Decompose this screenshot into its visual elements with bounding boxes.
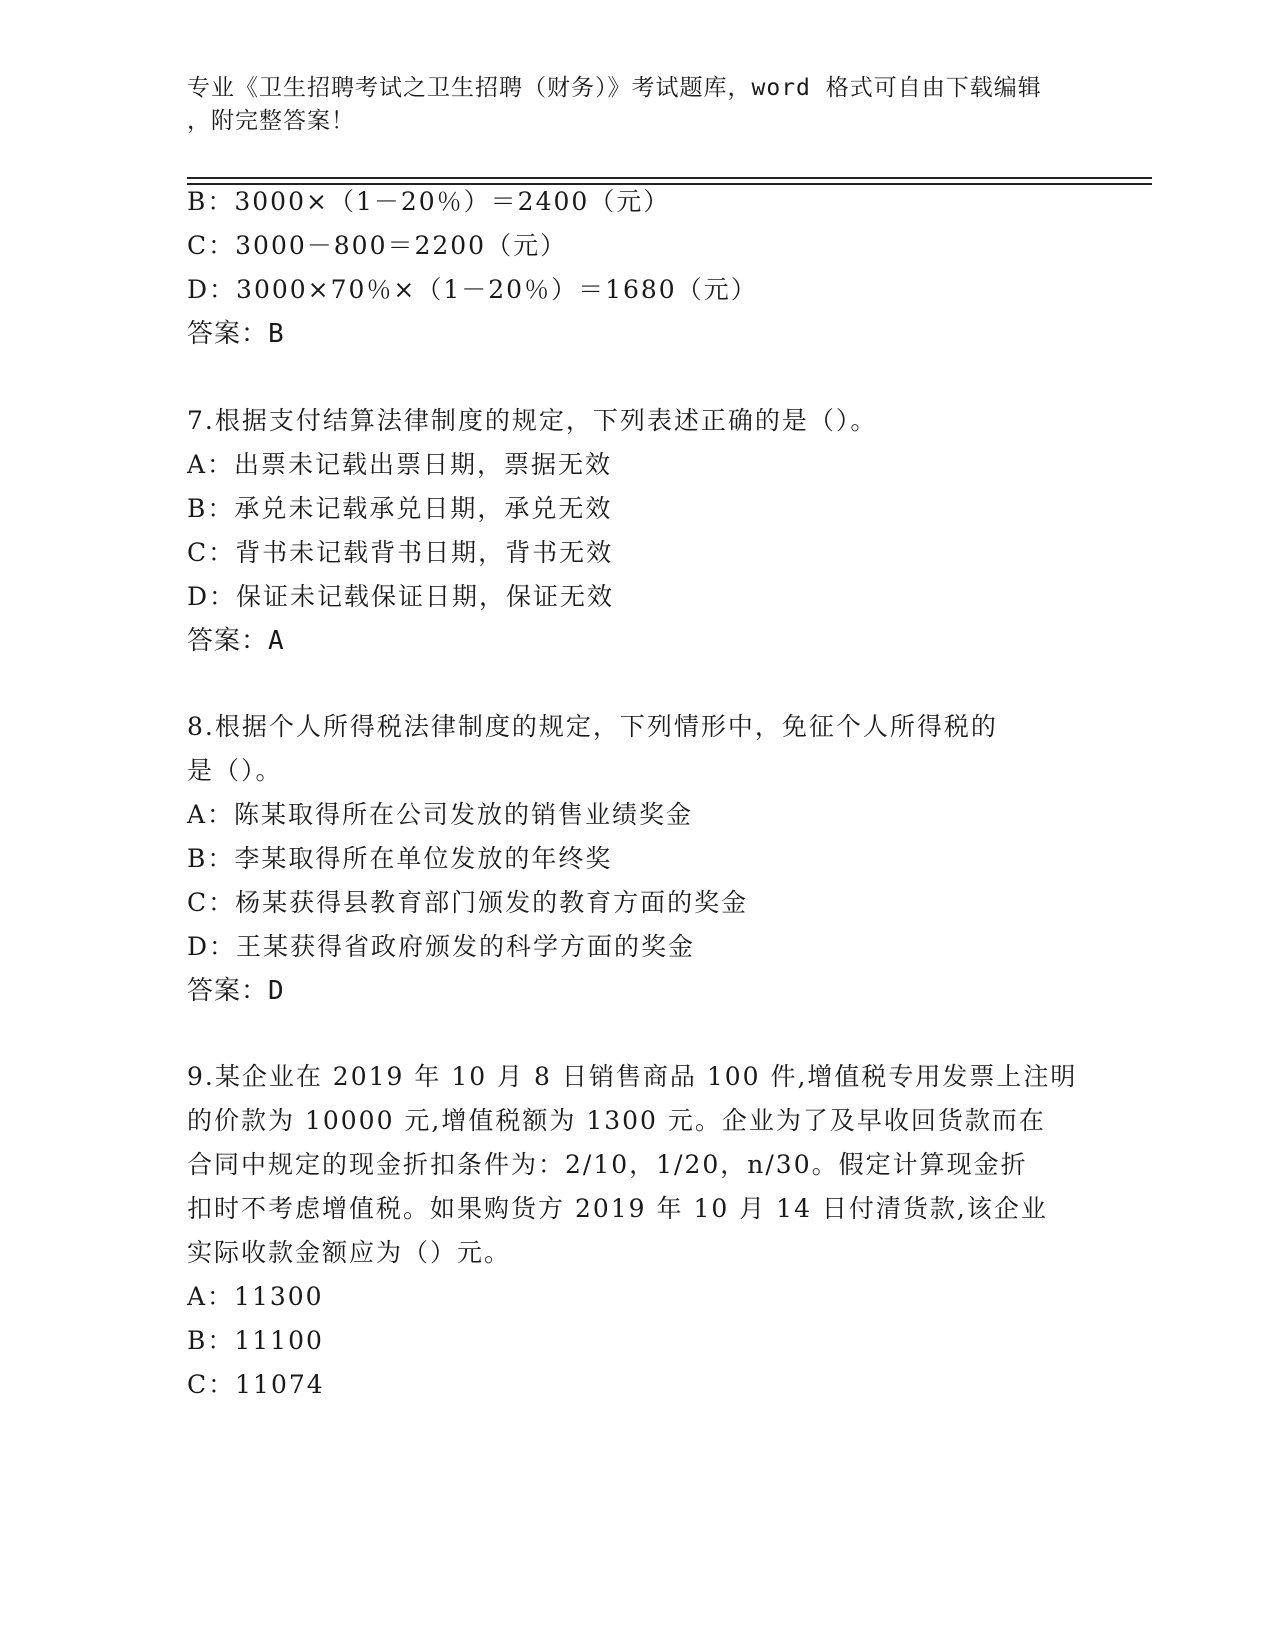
q8-option-c: C：杨某获得县教育部门颁发的教育方面的奖金 [187,888,749,917]
q7-option-c: C：背书未记载背书日期，背书无效 [187,538,614,567]
q8-stem-line-2: 是（）。 [187,756,283,785]
q7-option-b: B：承兑未记载承兑日期，承兑无效 [187,494,613,523]
q8-stem-line-1: 8.根据个人所得税法律制度的规定，下列情形中，免征个人所得税的 [187,712,998,741]
q6-option-c: C：3000－800＝2200（元） [187,231,568,260]
q8-option-d: D：王某获得省政府颁发的科学方面的奖金 [187,932,696,961]
q8-answer: 答案：D [187,976,285,1006]
q9-option-b: B：11100 [187,1326,324,1355]
q6-option-d: D：3000×70％×（1－20％）＝1680（元） [187,275,758,304]
page-header [187,72,1067,138]
q6-answer: 答案：B [187,319,285,349]
q9-stem-line-4: 扣时不考虑增值税。如果购货方 2019 年 10 月 14 日付清货款,该企业 [187,1194,1048,1223]
q9-stem-line-5: 实际收款金额应为（）元。 [187,1238,512,1267]
q6-option-b: B：3000×（1－20％）＝2400（元） [187,187,671,216]
q9-option-c: C：11074 [187,1370,325,1399]
header-line-1: 专业《卫生招聘考试之卫生招聘（财务）》考试题库，word 格式可自由下载编辑 [187,75,1042,101]
q9-option-a: A：11300 [187,1282,324,1311]
q9-stem-line-3: 合同中规定的现金折扣条件为：2/10，1/20，n/30。假定计算现金折 [187,1150,1028,1179]
q7-stem: 7.根据支付结算法律制度的规定，下列表述正确的是（）。 [187,406,878,435]
header-line-2: ，附完整答案！ [187,108,355,134]
q8-option-b: B：李某取得所在单位发放的年终奖 [187,844,613,873]
q8-option-a: A：陈某取得所在公司发放的销售业绩奖金 [187,800,694,829]
q7-option-d: D：保证未记载保证日期，保证无效 [187,582,615,611]
header-divider-top [187,177,1152,179]
q9-stem-line-2: 的价款为 10000 元,增值税额为 1300 元。企业为了及早收回货款而在 [187,1106,1046,1135]
q7-answer: 答案：A [187,626,285,656]
q7-option-a: A：出票未记载出票日期，票据无效 [187,450,613,479]
q9-stem-line-1: 9.某企业在 2019 年 10 月 8 日销售商品 100 件,增值税专用发票上注明 [187,1062,1078,1091]
